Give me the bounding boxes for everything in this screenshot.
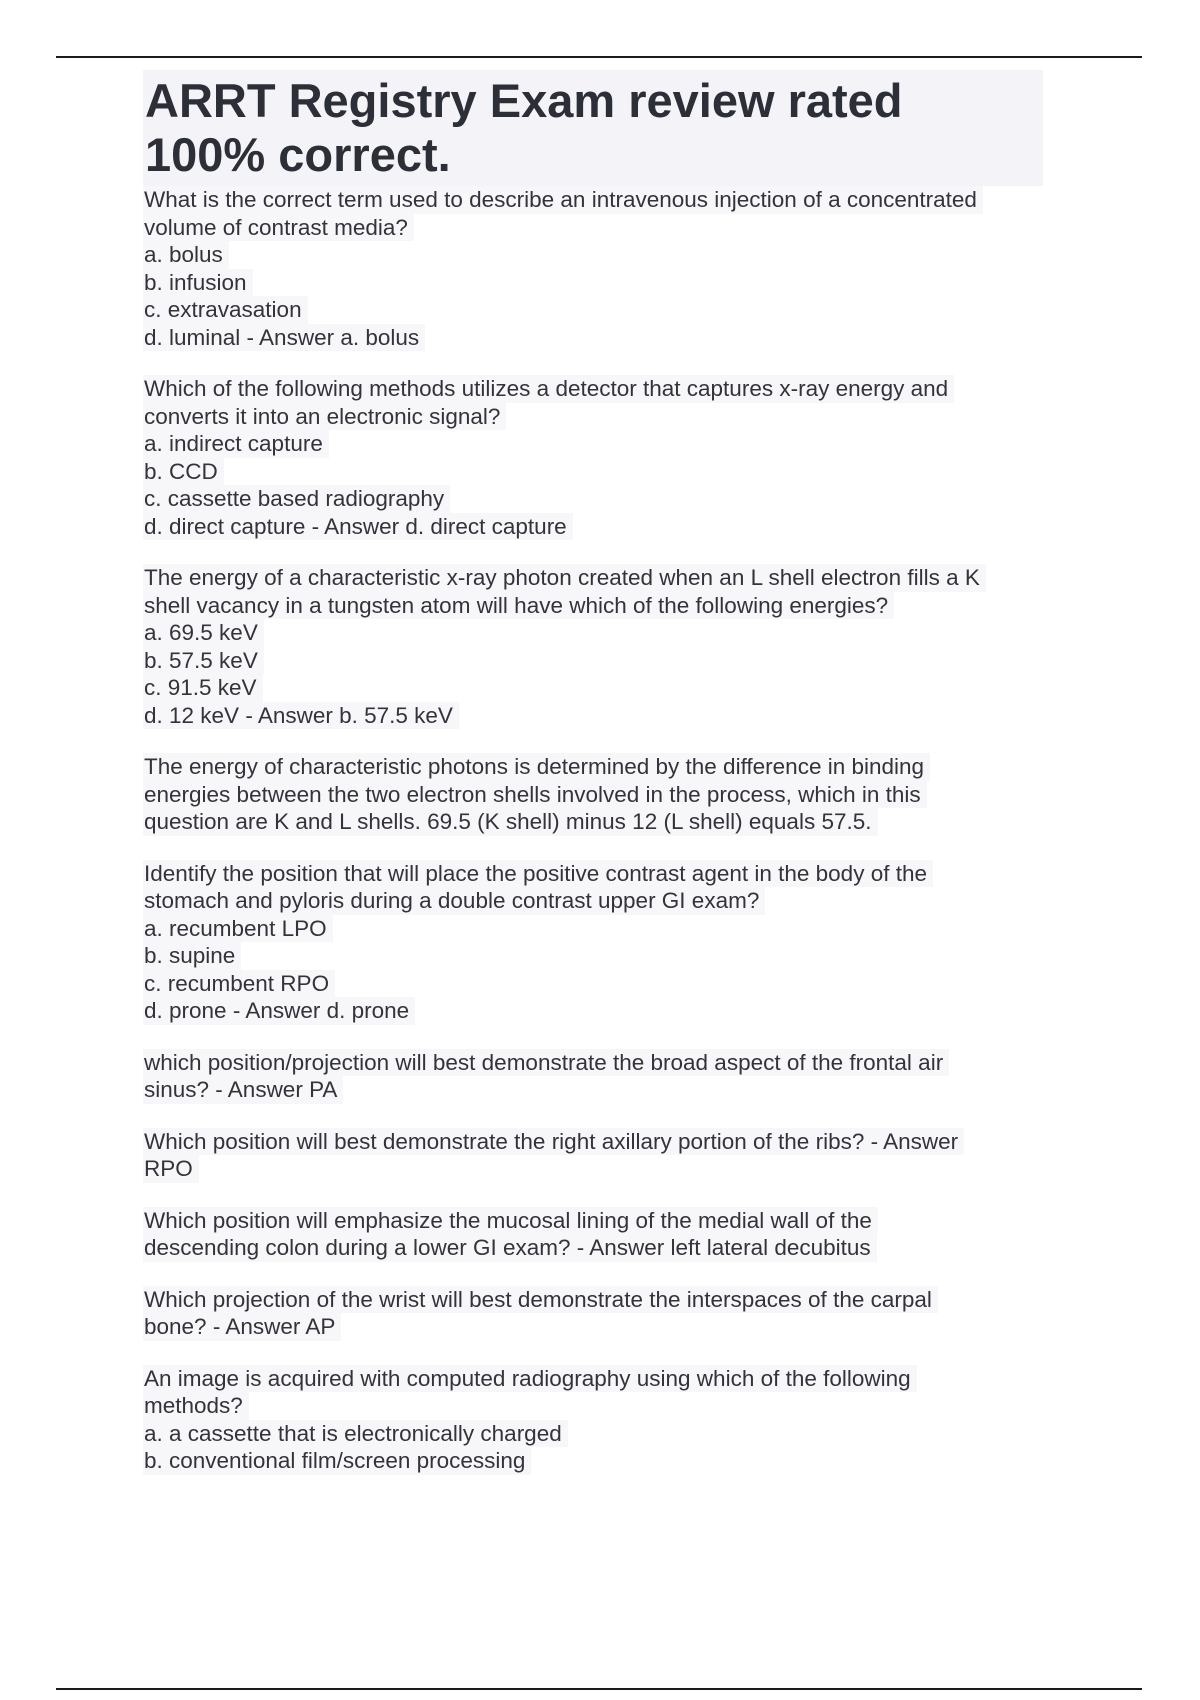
text-line: c. 91.5 keV (143, 674, 263, 702)
question-block (143, 1207, 1043, 1262)
question-block (143, 1286, 1043, 1341)
text-line: bone? - Answer AP (143, 1313, 341, 1341)
text-line: a. 69.5 keV (143, 619, 264, 647)
question-block (143, 1049, 1043, 1104)
question-block (143, 375, 1043, 540)
text-line: methods? (143, 1392, 249, 1420)
text-line: d. direct capture - Answer d. direct capture (143, 513, 573, 541)
text-line: a. indirect capture (143, 430, 329, 458)
question-block (143, 564, 1043, 729)
text-line: Identify the position that will place the positive contrast agent in the body of the (143, 860, 933, 888)
question-block (143, 186, 1043, 351)
bottom-rule (56, 1688, 1142, 1690)
text-line: a. recumbent LPO (143, 915, 333, 943)
text-line: b. supine (143, 942, 241, 970)
text-line: c. extravasation (143, 296, 308, 324)
text-line: d. 12 keV - Answer b. 57.5 keV (143, 702, 459, 730)
text-line: b. CCD (143, 458, 224, 486)
top-rule (56, 56, 1142, 58)
question-block (143, 1365, 1043, 1475)
text-line: energies between the two electron shells involved in the process, which in this (143, 781, 927, 809)
text-line: question are K and L shells. 69.5 (K shell) minus 12 (L shell) equals 57.5. (143, 808, 878, 836)
title-line-1: ARRT Registry Exam review rated (145, 74, 903, 127)
title-line-2: 100% correct. (145, 128, 451, 181)
text-line: b. infusion (143, 269, 253, 297)
text-line: which position/projection will best demonstrate the broad aspect of the frontal air (143, 1049, 949, 1077)
page-title (145, 74, 1039, 182)
text-line: Which position will best demonstrate the right axillary portion of the ribs? - Answer (143, 1128, 964, 1156)
text-line: stomach and pyloris during a double contrast upper GI exam? (143, 887, 765, 915)
document-body (143, 70, 1043, 1475)
text-line: The energy of a characteristic x-ray photon created when an L shell electron fills a K (143, 564, 986, 592)
text-line: Which of the following methods utilizes a detector that captures x-ray energy and (143, 375, 954, 403)
text-line: c. cassette based radiography (143, 485, 450, 513)
text-line: RPO (143, 1155, 199, 1183)
question-block (143, 1128, 1043, 1183)
text-line: converts it into an electronic signal? (143, 403, 506, 431)
question-list (143, 186, 1043, 1475)
text-line: shell vacancy in a tungsten atom will have which of the following energies? (143, 592, 894, 620)
text-line: The energy of characteristic photons is determined by the difference in binding (143, 753, 930, 781)
text-line: Which projection of the wrist will best demonstrate the interspaces of the carpal (143, 1286, 938, 1314)
text-line: b. conventional film/screen processing (143, 1447, 531, 1475)
question-block (143, 753, 1043, 836)
text-line: descending colon during a lower GI exam? - Answer left lateral decubitus (143, 1234, 877, 1262)
text-line: a. a cassette that is electronically charged (143, 1420, 568, 1448)
text-line: b. 57.5 keV (143, 647, 264, 675)
text-line: c. recumbent RPO (143, 970, 335, 998)
text-line: d. prone - Answer d. prone (143, 997, 415, 1025)
text-line: volume of contrast media? (143, 214, 414, 242)
text-line: An image is acquired with computed radiography using which of the following (143, 1365, 917, 1393)
question-block (143, 860, 1043, 1025)
title-box (143, 70, 1043, 186)
text-line: d. luminal - Answer a. bolus (143, 324, 425, 352)
text-line: a. bolus (143, 241, 229, 269)
text-line: Which position will emphasize the mucosal lining of the medial wall of the (143, 1207, 878, 1235)
text-line: sinus? - Answer PA (143, 1076, 343, 1104)
text-line: What is the correct term used to describe an intravenous injection of a concentrated (143, 186, 983, 214)
